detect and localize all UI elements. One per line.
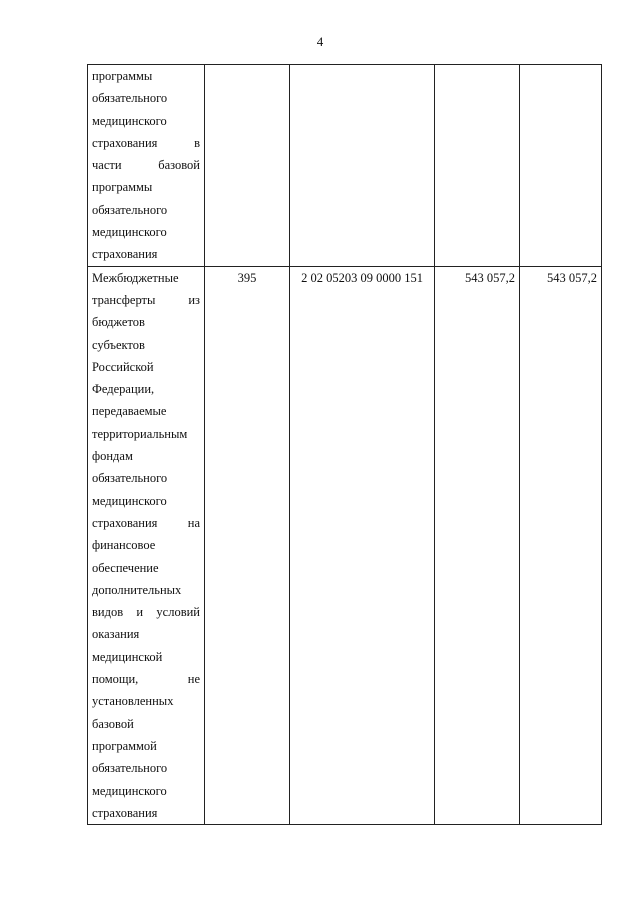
page-number: 4 bbox=[316, 34, 324, 49]
name-line: видов и условий bbox=[92, 605, 200, 620]
name-line: фондам bbox=[92, 449, 133, 464]
name-line: дополнительных bbox=[92, 582, 182, 597]
name-line: части базовой bbox=[92, 158, 200, 173]
table-row bbox=[88, 266, 602, 824]
name-cell bbox=[88, 65, 205, 267]
amount-cell bbox=[435, 65, 520, 267]
amount-cell bbox=[520, 65, 602, 267]
name-line: страхования bbox=[92, 247, 158, 262]
admin-code-cell: 395 bbox=[205, 266, 290, 824]
name-line: медицинского bbox=[92, 493, 167, 508]
name-line: медицинской bbox=[92, 649, 163, 664]
name-line: программы bbox=[92, 180, 153, 195]
name-line: трансферты из bbox=[92, 292, 200, 307]
name-line: программой bbox=[92, 738, 157, 753]
name-line: бюджетов bbox=[92, 315, 145, 330]
admin-code-cell bbox=[205, 65, 290, 267]
table-row bbox=[88, 65, 602, 267]
name-line: обязательного bbox=[92, 91, 168, 106]
name-line: территориальным bbox=[92, 426, 188, 441]
name-line: страхования bbox=[92, 805, 158, 820]
name-line: передаваемые bbox=[92, 404, 167, 419]
name-line: базовой bbox=[92, 716, 134, 731]
budget-code-cell bbox=[290, 65, 435, 267]
name-line: медицинского bbox=[92, 225, 167, 240]
name-line: Межбюджетные bbox=[92, 270, 179, 285]
budget-code-cell: 2 02 05203 09 0000 151 bbox=[290, 266, 435, 824]
name-line: страхования в bbox=[92, 135, 200, 150]
name-line: помощи, не bbox=[92, 672, 200, 687]
name-line: обязательного bbox=[92, 202, 168, 217]
name-line: установленных bbox=[92, 694, 174, 709]
name-line: программы bbox=[92, 69, 153, 83]
name-line: медицинского bbox=[92, 783, 167, 798]
name-line: оказания bbox=[92, 627, 140, 642]
name-line: обязательного bbox=[92, 761, 168, 776]
name-line: обеспечение bbox=[92, 560, 159, 575]
name-line: финансовое bbox=[92, 538, 156, 553]
amount-cell: 543 057,2 bbox=[435, 266, 520, 824]
name-line: медицинского bbox=[92, 113, 167, 128]
name-line: Федерации, bbox=[92, 382, 155, 397]
budget-table bbox=[87, 64, 602, 825]
name-line: субъектов bbox=[92, 337, 145, 352]
name-line: обязательного bbox=[92, 471, 168, 486]
name-line: страхования на bbox=[92, 515, 200, 530]
name-cell bbox=[88, 266, 205, 824]
name-line: Российской bbox=[92, 359, 154, 374]
amount-cell: 543 057,2 bbox=[520, 266, 602, 824]
